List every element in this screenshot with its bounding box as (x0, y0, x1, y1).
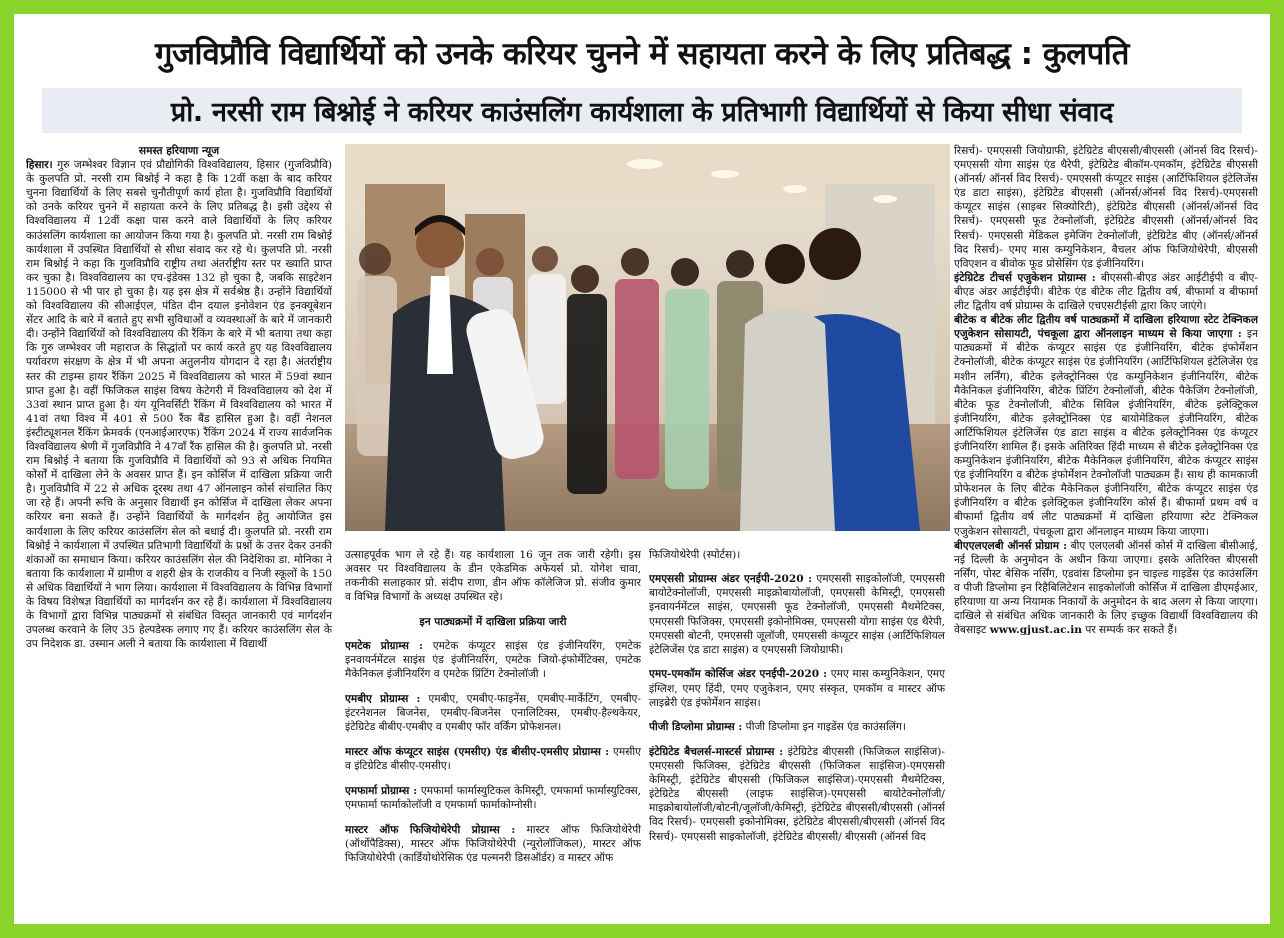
col2-mtech-head: एमटेक प्रोग्राम्स : (345, 640, 423, 653)
col3-pgd (649, 720, 945, 734)
col3-msc-text: एमएससी साइकोलॉजी, एमएससी बायोटेक्नोलॉजी, एमएससी माइक्रोबायोलॉजी, एमएससी केमिस्ट्री, एमएससी इनवायर्नमेंटल साइंस, एमएससी फूड टेक्नोलॉजी, एमएससी मैथमेटिक्स, एमएससी फिजिक्स, एमएससी इकोनोमिक्स, एमएससी योगा साइंस एंड थैरेपी, एमएससी बोटनी, एमएससी जूलॉजी, एमएससी कंप्यूटर साइंस (आर्टिफिशियल इंटेलिजेंस एंड डाटा साइंस) व एमएससी जियोग्राफी। (649, 573, 945, 656)
col2-mpharma (345, 784, 641, 812)
photo-illustration (345, 144, 950, 531)
col2-mpharma-text: एमफार्मा फार्मास्युटिकल केमिस्ट्री, एमफार्मा फार्मास्युटिक्स, एमफार्मा फार्माकोलॉजी व एमफार्मा फार्माकोग्नोसी। (345, 784, 641, 811)
article-column-3 (649, 537, 945, 920)
col2-mtech (345, 639, 641, 681)
col4-btech-head: बीटेक व बीटेक लीट द्वितीय वर्ष पाठ्यक्रमों में दाखिला हरियाणा स्टेट टेक्निकल एजुकेशन सोसायटी, पंचकूला द्वारा ऑनलाइन माध्यम से किया जाएगा : (954, 314, 1258, 341)
col4-itep-text: बीएससी-बीएड अंडर आईटीईपी व बीए-बीएड अंडर आईटीईपी। बीटेक एंड बीटेक लीट द्वितीय वर्ष, बीफार्मा व बीफार्मा लीट द्वितीय वर्ष प्रोग्राम्स के दाखिले एचएसटीईसी द्वारा किए जाएंगे। (954, 271, 1258, 313)
col2-mca-head: मास्टर ऑफ कंप्यूटर साइंस (एमसीए) एंड बीसीए-एमसीए प्रोग्राम्स : (345, 746, 610, 758)
col2-mpt-text: मास्टर ऑफ फिजियोथेरेपी (ऑर्थोपैडिक्स), मास्टर ऑफ फिजियोथेरेपी (न्यूरोलॉजिकल), मास्टर ऑफ फिजियोथेरेपी (कार्डियोथोरेसिक एंड पल्मनरी डिसऑर्डर) व मास्टर ऑफ (345, 823, 641, 864)
col2-mba-text: एमबीए, एमबीए-फाइनेंस, एमबीए-मार्केटिंग, एमबीए-इंटरनेशनल बिजनेस, एमबीए-बिजनेस एनालिटिक्स, एमबीए-हैल्थकेयर, इंटेग्रिटेड बीबीए-एमबीए व एमबीए फॉर वर्किंग प्रोफेशनल। (345, 693, 641, 734)
col4-tail: पर सम्पर्क कर सकते हैं। (1081, 624, 1178, 637)
article-column-4 (954, 144, 1258, 920)
website-link[interactable]: www.gjust.ac.in (989, 624, 1082, 637)
dateline: हिसार। (26, 159, 53, 172)
event-photo (345, 144, 950, 531)
col3-msc-head: एमएससी प्रोग्राम्स अंडर एनईपी-2020 : (649, 573, 813, 586)
col2-mpharma-head: एमफार्मा प्रोग्राम्स : (345, 784, 418, 797)
col3-intro: फिजियोथेरेपी (स्पोर्टस)। (649, 548, 741, 561)
col2-intro: उत्साहपूर्वक भाग ले रहे हैं। यह कार्यशाला 16 जून तक जारी रहेगी। इस अवसर पर विश्वविद्यालय के डीन एकेडमिक अफेयर्स प्रो. योगेश चावा, तकनीकी सलाहकार प्रो. संदीप राणा, डीन ऑफ कॉलेजिज प्रो. संजीव कुमार व विभिन्न विभागों के अध्यक्ष उपस्थित रहे। (345, 548, 641, 603)
col4-ballb-text: बीए एलएलबी ऑनर्स कोर्स में दाखिला बीसीआई, नई दिल्ली के अनुमोदन के अधीन किया जाएगा। इसके अतिरिक्त बीएससी नर्सिंग, पोस्ट बेसिक नर्सिंग, एडवांस डिप्लोमा इन चाइल्ड गाइडेंस एंड काउंसलिंग व पीजी डिप्लोमा इन रिहैबिलिटेशन साइकोलॉजी कोर्सिज में दाखिला डीएमईआर, हरियाणा या अन्य नियामक निकायों के अनुमोदन के बाद अलग से किया जाएगा। दाखिले से संबंधित अधिक जानकारी के लिए इच्छुक विद्यार्थी विश्वविद्यालय की वेबसाइट (954, 539, 1258, 637)
col4-ballb (954, 539, 1258, 638)
byline: समस्त हरियाणा न्यूज (138, 145, 220, 157)
col3-integrated (649, 745, 945, 844)
col1-text: गुरु जम्भेश्वर विज्ञान एवं प्रौद्योगिकी विश्वविद्यालय, हिसार (गुजविप्रौवि) के कुलपति प्रो. नरसी राम बिश्नोई ने कहा है कि 12वीं कक्षा के बाद करियर चुनना विद्यार्थियों के लिए सबसे चुनौतीपूर्ण कार्य होता है। गुजविप्रौवि विद्यार्थियों को उनके करियर चुनने में सहायता करने के लिए प्रतिबद्ध है। इसी उद्देश्य से विश्वविद्यालय में 12वीं कक्षा पास करने वाले विद्यार्थियों के लिए करियर काउंसलिंग कार्यशाला का आयोजन किया गया है। कुलपति प्रो. नरसी राम बिश्नोई कार्यशाला में उपस्थित विद्यार्थियों से सीधा संवाद कर रहे थे। कुलपति प्रो. नरसी राम बिश्नोई ने कहा कि गुजविप्रौवि राष्ट्रीय तथा अंतर्राष्ट्रीय स्तर पर ख्याति प्राप्त कर चुका है। विश्वविद्यालय का एच-इंडेक्स 132 हो चुका है, जबकि साइटेशन 115000 से भी पार हो चुका है। यह इस क्षेत्र में सर्वश्रेष्ठ है। उन्होंने विद्यार्थियों को विश्वविद्यालय की सीआईएल, पंडित दीन दयाल इनोवेशन एंड इनक्यूबेशन सेंटर आदि के बारे में बताते हुए सभी सुविधाओं व व्यवस्थाओं के बारे में जानकारी दी। उन्होंने विद्यार्थियों को विश्वविद्यालय की रैंकिंग के बारे में भी बताया तथा कहा कि गुरु जम्भेश्वर जी महाराज के सिद्धांतों पर कार्य करते हुए यह विश्वविद्यालय पर्यावरण संरक्षण के क्षेत्र में भी अपना अतुलनीय योगदान दे रहा है। अंतर्राष्ट्रीय स्तर की टाइम्स हायर रैंकिंग 2025 में विश्वविद्यालय को भारत में 59वां स्थान प्राप्त हुआ है। वहीं फिजिकल साइंस विषय केटेगरी में विश्वविद्यालय को देश में 33वां स्थान प्राप्त हुआ है। यंग यूनिवर्सिटी रैंकिंग में विश्वविद्यालय को भारत में 41वां तथा विश्व में 401 से 500 रैंक बैंड हासिल हुआ है। वहीं नेशनल इंस्टीट्यूशनल रैंकिंग फ्रेमवर्क (एनआईआरएफ) रैंकिंग 2024 में राज्य सार्वजनिक विश्वविद्यालय श्रेणी में गुजविप्रौवि ने 47वाँ रैंक हासिल की है। कुलपति प्रो. नरसी राम बिश्नोई ने बताया कि गुजविप्रौवि में विद्यार्थियों को 93 से अधिक नियमित कोर्सों में दाखिला लेने के अवसर प्राप्त हैं। इन कोर्सिज में दाखिला प्रक्रिया जारी है। गुजविप्रौवि में 22 से अधिक दूरस्थ तथा 47 ऑनलाइन कोर्स संचालित किए जा रहे हैं। अपनी रूचि के अनुसार विद्यार्थी इन कोर्सिज में दाखिला लेकर अपना करियर बना सकते हैं। उन्होंने विद्यार्थियों के मार्गदर्शन हेतु आयोजित इस कार्यशाला के लिए करियर काउंसलिंग सेल को बधाई दी। कुलपति प्रो. नरसी राम बिश्नोई ने कार्यशाला में उपस्थित प्रतिभागी विद्यार्थियों के प्रश्नों के उत्तर देकर उनकी शंकाओं का समाधान किया। करियर काउंसलिंग सेल की निदेशिका डा. मोनिका ने बताया कि कार्यशाला में ग्रामीण व शहरी क्षेत्र के राजकीय व निजी स्कूलों के 150 से अधिक विद्यार्थियों ने भाग लिया। कार्यशाला में विश्वविद्यालय के विभिन्न विभागों के विषय विशेषज्ञ विद्यार्थियों का मार्गदर्शन कर रहे हैं। कार्यशाला में विश्वविद्यालय के विभागों द्वारा विभिन्न पाठ्यक्रमों से संबंधित विस्तृत जानकारी एवं मार्गदर्शन उपलब्ध करवाने के लिए 35 हेल्पडेस्क लगाए गए हैं। करियर काउंसलिंग सेल के उप निदेशक डा. उस्मान अली ने बताया कि कार्यशाला में विद्यार्थी (26, 159, 332, 651)
col3-ma-text: एमए मास कम्युनिकेशन, एमए इंग्लिश, एमए हिंदी, एमए एजुकेशन, एमए संस्कृत, एमकॉम व मास्टर ऑफ लाइब्रेरी एंड इंफोर्मेशन साइंस। (649, 668, 945, 709)
col3-integrated-head: इंटेग्रिटेड बैचलर्स-मास्टर्स प्रोग्राम्स : (649, 746, 784, 758)
col3-integrated-text: इंटेग्रिटेड बीएससी (फिजिकल साइंसिज)-एमएससी फिजिक्स, इंटेग्रिटेड बीएससी (फिजिकल साइंसिज)-एमएससी केमिस्ट्री, इंटेग्रिटेड बीएससी (फिजिकल साइंसिज)-एमएससी मैथमेटिक्स, इंटेग्रिटेड बीएससी (लाइफ साइंसिज)-एमएससी बायोटेक्नोलॉजी/माइक्रोबायोलॉजी/बोटनी/जूलॉजी/केमिस्ट्री, इंटेग्रिटेड बीएससी/बीएससी (ऑनर्स विद रिसर्च)- एमएससी इकोनोमिक्स, इंटेग्रिटेड बीएससी/बीएससी (ऑनर्स विद रिसर्च)- एमएससी साइकोलॉजी, इंटेग्रिटेड बीएससी/ बीएससी (ऑनर्स विद (649, 746, 945, 843)
col3-pgd-head: पीजी डिप्लोमा प्रोग्राम्स : (649, 721, 743, 734)
col4-itep-head: इंटेग्रिटेड टीचर्स एजुकेशन प्रोग्राम्स : (954, 271, 1096, 284)
col4-itep (954, 271, 1258, 313)
subheadline: प्रो. नरसी राम बिश्नोई ने करियर काउंसलिंग कार्यशाला के प्रतिभागी विद्यार्थियों से किया सीधा संवाद (42, 88, 1242, 133)
headline: गुजविप्रौवि विद्यार्थियों को उनके करियर चुनने में सहायता करने के लिए प्रतिबद्ध : कुलपति (155, 36, 1129, 72)
newspaper-page (14, 14, 1270, 924)
section-title: इन पाठ्यक्रमों में दाखिला प्रक्रिया जारी (419, 615, 567, 628)
col3-pgd-text: पीजी डिप्लोमा इन गाइडेंस एंड काउंसलिंग। (742, 721, 906, 734)
article-column-2 (345, 537, 641, 920)
col1-paragraph (26, 158, 332, 651)
col4-ballb-head: बीएएलएलबी ऑनर्स प्रोग्राम : (954, 539, 1067, 552)
col4-btech (954, 313, 1258, 539)
col3-ma (649, 667, 945, 709)
col3-ma-head: एमए-एमकॉम कोर्सिज अंडर एनईपी-2020 : (649, 668, 828, 681)
col4-btech-text: इन पाठ्यक्रमों में बीटेक कंप्यूटर साइंस एंड इंजीनियरिंग, बीटेक इंफोर्मेशन टेक्नोलॉजी, बीटेक कंप्यूटर साइंस एंड इंजीनियरिंग (आर्टिफिशियल इंटेलिजेंस एंड मशीन लर्निंग), बीटेक इलेक्ट्रोनिक्स एंड कम्युनिकेशन इंजीनियरिंग, बीटेक मैकेनिकल इंजीनियरिंग, बीटेक प्रिंटिंग टेक्नोलॉजी, बीटेक पैकेजिंग टेक्नोलॉजी, बीटेक फूड टेक्नोलॉजी, बीटेक सिविल इंजीनियरिंग, बीटेक इलेक्ट्रिकल इंजीनियरिंग, बीटेक इलेक्ट्रोनिक्स एंड बायोमेडिकल इंजीनियरिंग, बीटेक आर्टिफिशियल इंटेलिजेंस एंड डाटा साइंस व बीटेक इलेक्ट्रोनिक्स एंड कंप्यूटर इंजीनियरिंग शामिल हैं। इसके अतिरिक्त हिंदी माध्यम से बीटेक इलेक्ट्रोनिक्स एंड कम्युनिकेशन इंजीनियरिंग, बीटेक मैकेनिकल इंजीनियरिंग, बीटेक कंप्यूटर साइंस एंड इंजीनियरिंग व बीटेक इंफोर्मेशन टेक्नोलॉजी पाठ्यक्रम हैं। साथ ही कामकाजी प्रोफेशनल के लिए बीटेक मैकेनिकल इंजीनियरिंग, बीटेक कंप्यूटर साइंस एंड इंजीनियरिंग व बीटेक इलेक्ट्रिकल इंजीनियरिंग कोर्स हैं। बीफार्मा प्रथम वर्ष व बीफार्मा द्वितीय वर्ष लीट पाठ्यक्रमों में दाखिला हरियाणा स्टेट टेक्निकल एजुकेशन सोसायटी, पंचकूला द्वारा ऑनलाइन माध्यम किया जाएगा। (954, 328, 1258, 538)
col2-mtech-text: एमटेक कंप्यूटर साइंस एंड इंजीनियरिंग, एमटेक इनवायर्नमेंटल साइंस एंड इंजीनियरिंग, एमटेक जियो-इंफोर्मेटिक्स, एमटेक मैकेनिकल इंजीनियरिंग व एमटेक प्रिंटिंग टेक्नोलॉजी । (345, 640, 641, 681)
col2-mca-text: एमसीए व इंटिग्रेटिड बीसीए-एमसीए। (345, 746, 641, 773)
col2-mba (345, 692, 641, 734)
col2-mca (345, 745, 641, 773)
col4-intro: रिसर्च)- एमएससी जियोग्राफी, इंटेग्रिटेड बीएससी/बीएससी (ऑनर्स विद रिसर्च)- एमएससी योगा साइंस एंड थैरेपी, इंटेग्रिटेड बीकॉम-एमकॉम, इंटेग्रिटेड बीएससी (ऑनर्स/ ऑनर्स विद रिसर्च)- एमएससी कंप्यूटर साइंस (आर्टिफिशियल इंटेलिजेंस एंड डाटा साइंस), इंटेग्रिटेड बीएससी (ऑनर्स/ऑनर्स विद रिसर्च)-एमएससी कंप्यूटर साइंस (साइबर सिक्योरिटी), इंटेग्रिटेड बीएससी (ऑनर्स/ऑनर्स विद रिसर्च)- एमएससी फूड टेक्नोलॉजी, इंटेग्रिटेड बीएससी (ऑनर्स/ऑनर्स विद रिसर्च)- एमएससी मेडिकल इमेजिंग टेक्नोलॉजी, इंटेग्रिटेड बीए (ऑनर्स/ऑनर्स विद रिसर्च)- एमए मास कम्युनिकेशन, बैचलर ऑफ फिजियोथेरेपी, बीएससी एविएशन व बीवोक फूड प्रोसेसिंग एंड इंजीनियरिंग। (954, 145, 1258, 270)
col2-mpt-head: मास्टर ऑफ फिजियोथेरेपी प्रोग्राम्स : (345, 823, 516, 836)
col2-mba-head: एमबीए प्रोग्राम्स : (345, 693, 421, 706)
col3-msc (649, 572, 945, 657)
article-column-1 (26, 144, 332, 920)
col2-mpt (345, 823, 641, 865)
